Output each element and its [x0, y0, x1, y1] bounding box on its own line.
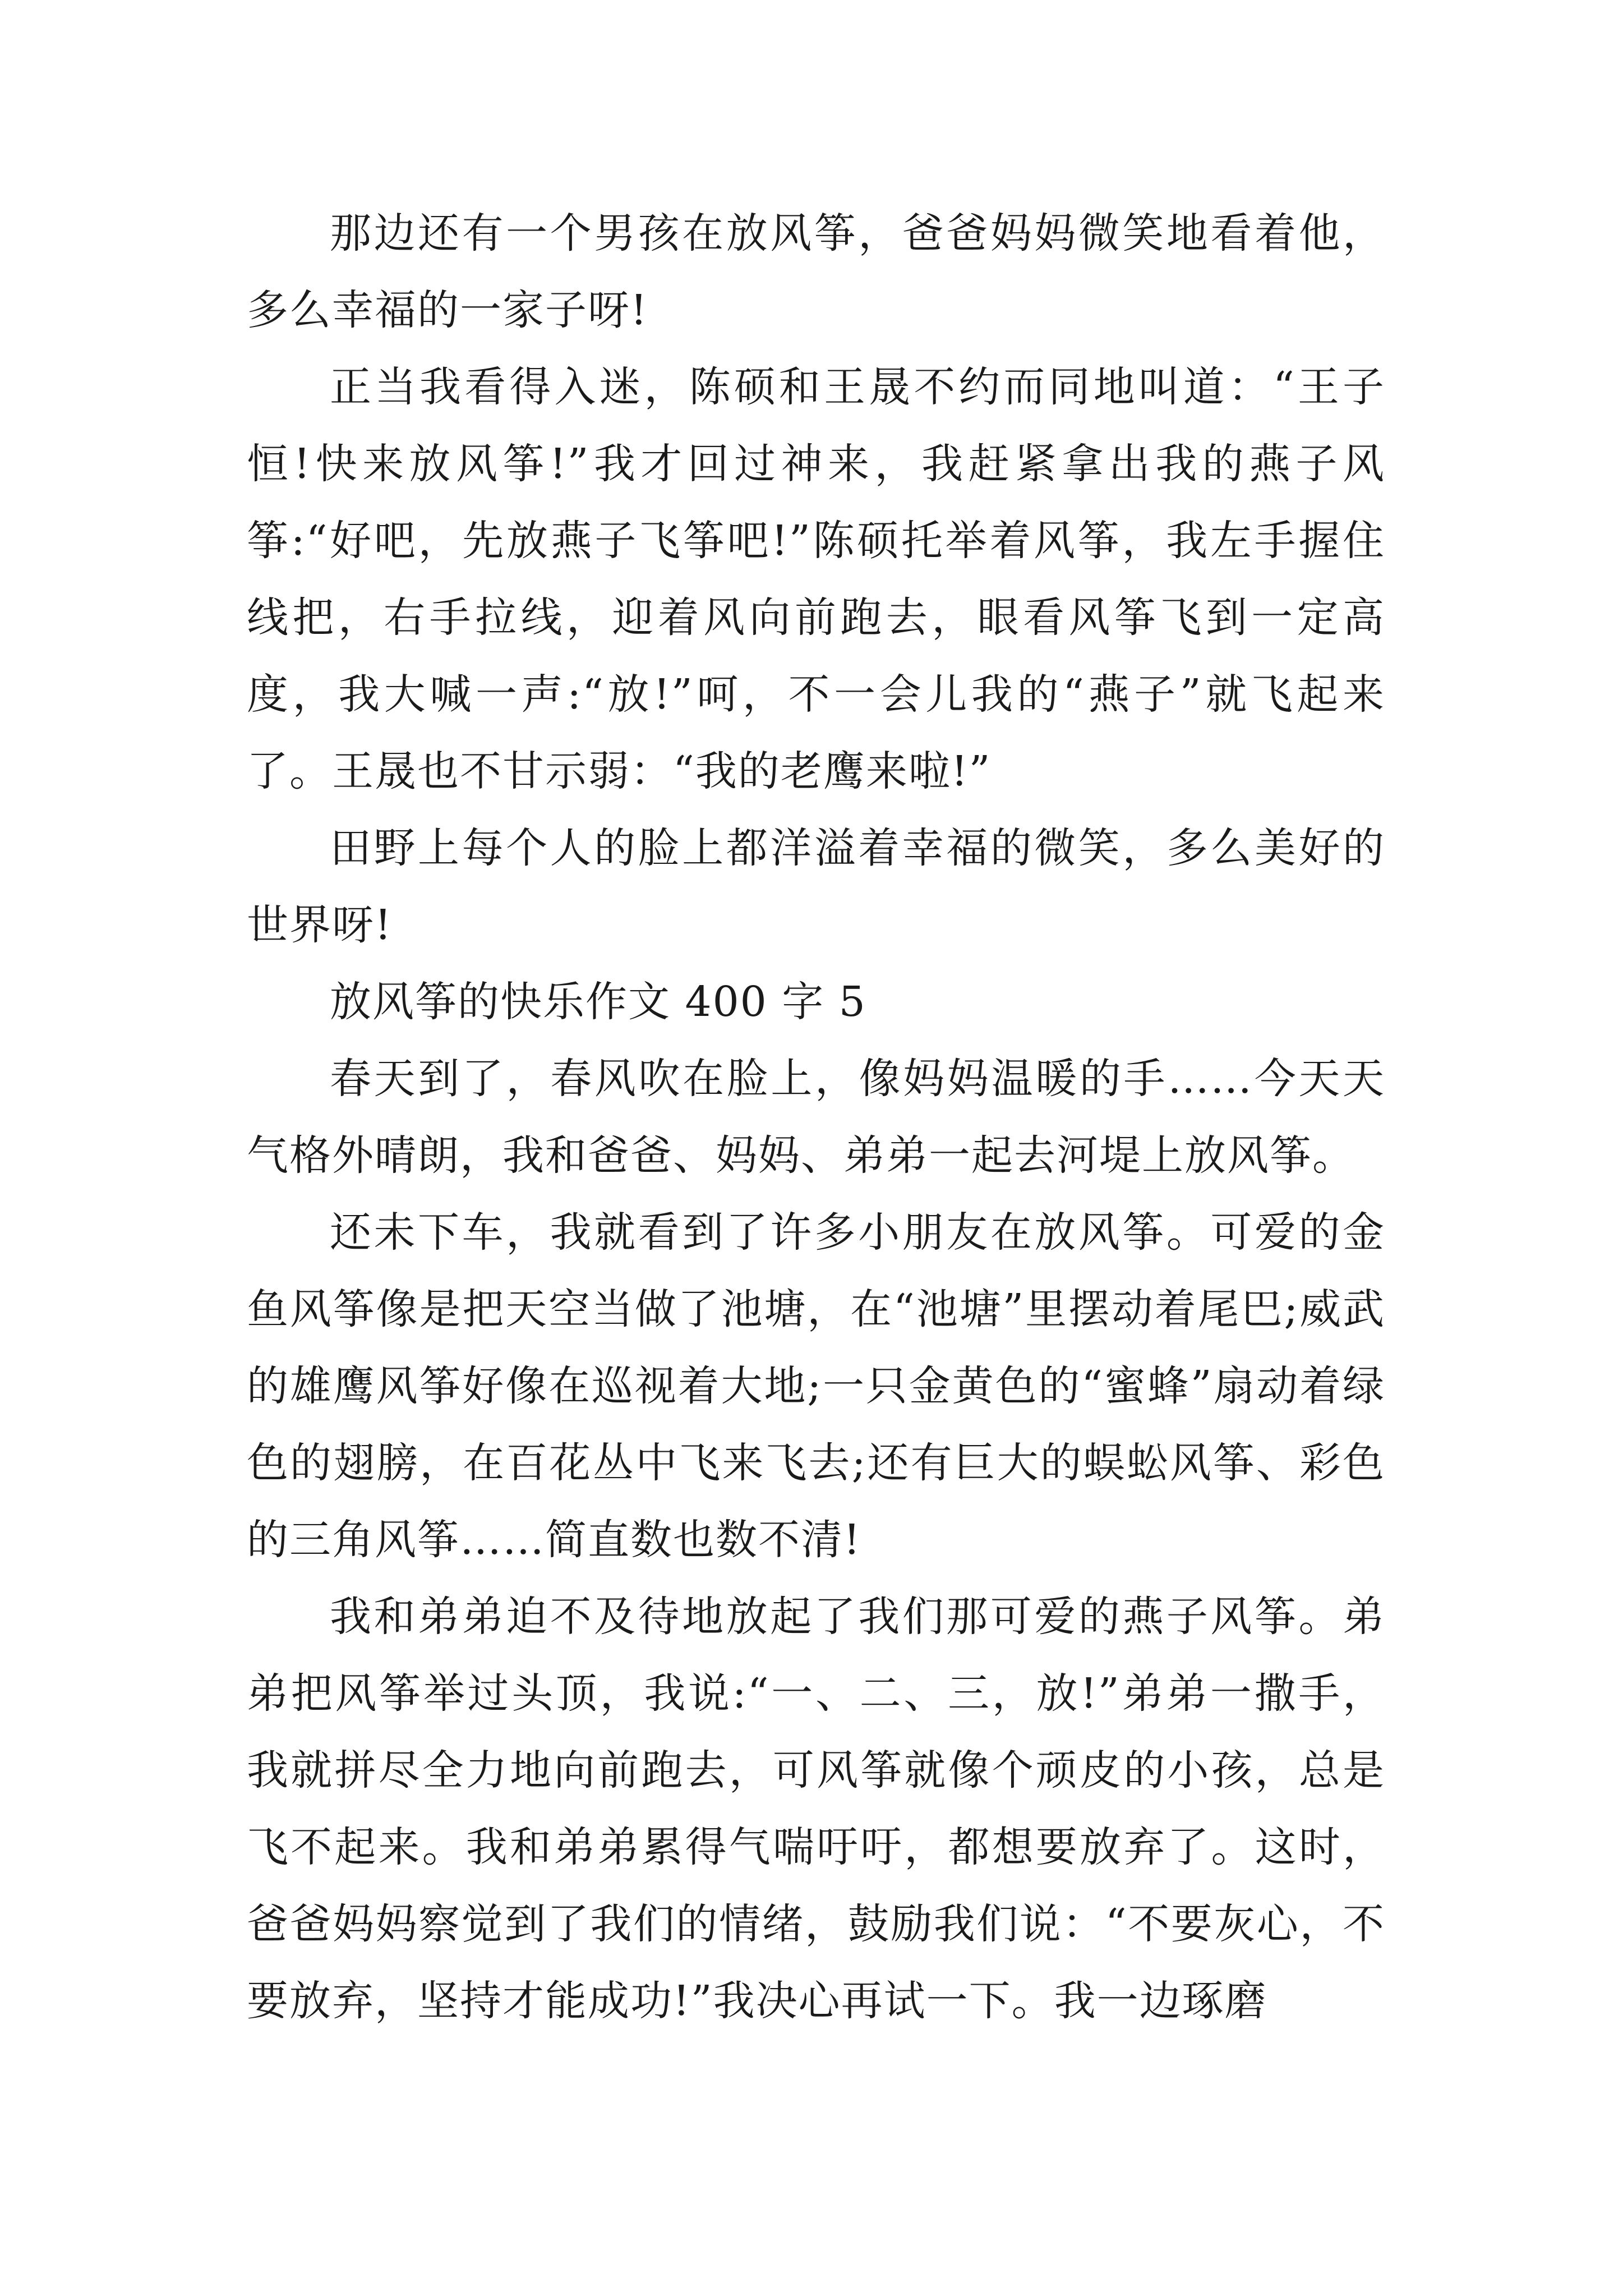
paragraph-2: 正当我看得入迷，陈硕和王晟不约而同地叫道：“王子恒!快来放风筝!”我才回过神来，我赶紧拿出我的燕子风筝:“好吧，先放燕子飞筝吧!”陈硕托举着风筝，我左手握住线把，右手拉线，迎着风向前跑去，眼看风筝飞到一定高度，我大喊一声:“放!”呵，不一会儿我的“燕子”就飞起来了。王晟也不甘示弱：“我的老鹰来啦!”	[247, 363, 1385, 795]
document-body	[247, 195, 1385, 2040]
paragraph-1: 那边还有一个男孩在放风筝，爸爸妈妈微笑地看着他，多么幸福的一家子呀!	[247, 209, 1385, 334]
section-paragraph-2: 还未下车，我就看到了许多小朋友在放风筝。可爱的金鱼风筝像是把天空当做了池塘，在“池塘”里摆动着尾巴;威武的雄鹰风筝好像在巡视着大地;一只金黄色的“蜜蜂”扇动着绿色的翅膀，在百花丛中飞来飞去;还有巨大的蜈蚣风筝、彩色的三角风筝……简直数也数不清!	[247, 1208, 1385, 1564]
section-paragraph-1: 春天到了，春风吹在脸上，像妈妈温暖的手……今天天气格外晴朗，我和爸爸、妈妈、弟弟一起去河堤上放风筝。	[247, 1055, 1385, 1180]
paragraph-3: 田野上每个人的脸上都洋溢着幸福的微笑，多么美好的世界呀!	[247, 824, 1385, 949]
section-heading: 放风筝的快乐作文 400 字 5	[330, 978, 866, 1026]
section-paragraph-3: 我和弟弟迫不及待地放起了我们那可爱的燕子风筝。弟弟把风筝举过头顶，我说:“一、二、三，放!”弟弟一撒手，我就拼尽全力地向前跑去，可风筝就像个顽皮的小孩，总是飞不起来。我和弟弟累得气喘吁吁，都想要放弃了。这时，爸爸妈妈察觉到了我们的情绪，鼓励我们说：“不要灰心，不要放弃，坚持才能成功!”我决心再试一下。我一边琢磨	[247, 1593, 1385, 2025]
